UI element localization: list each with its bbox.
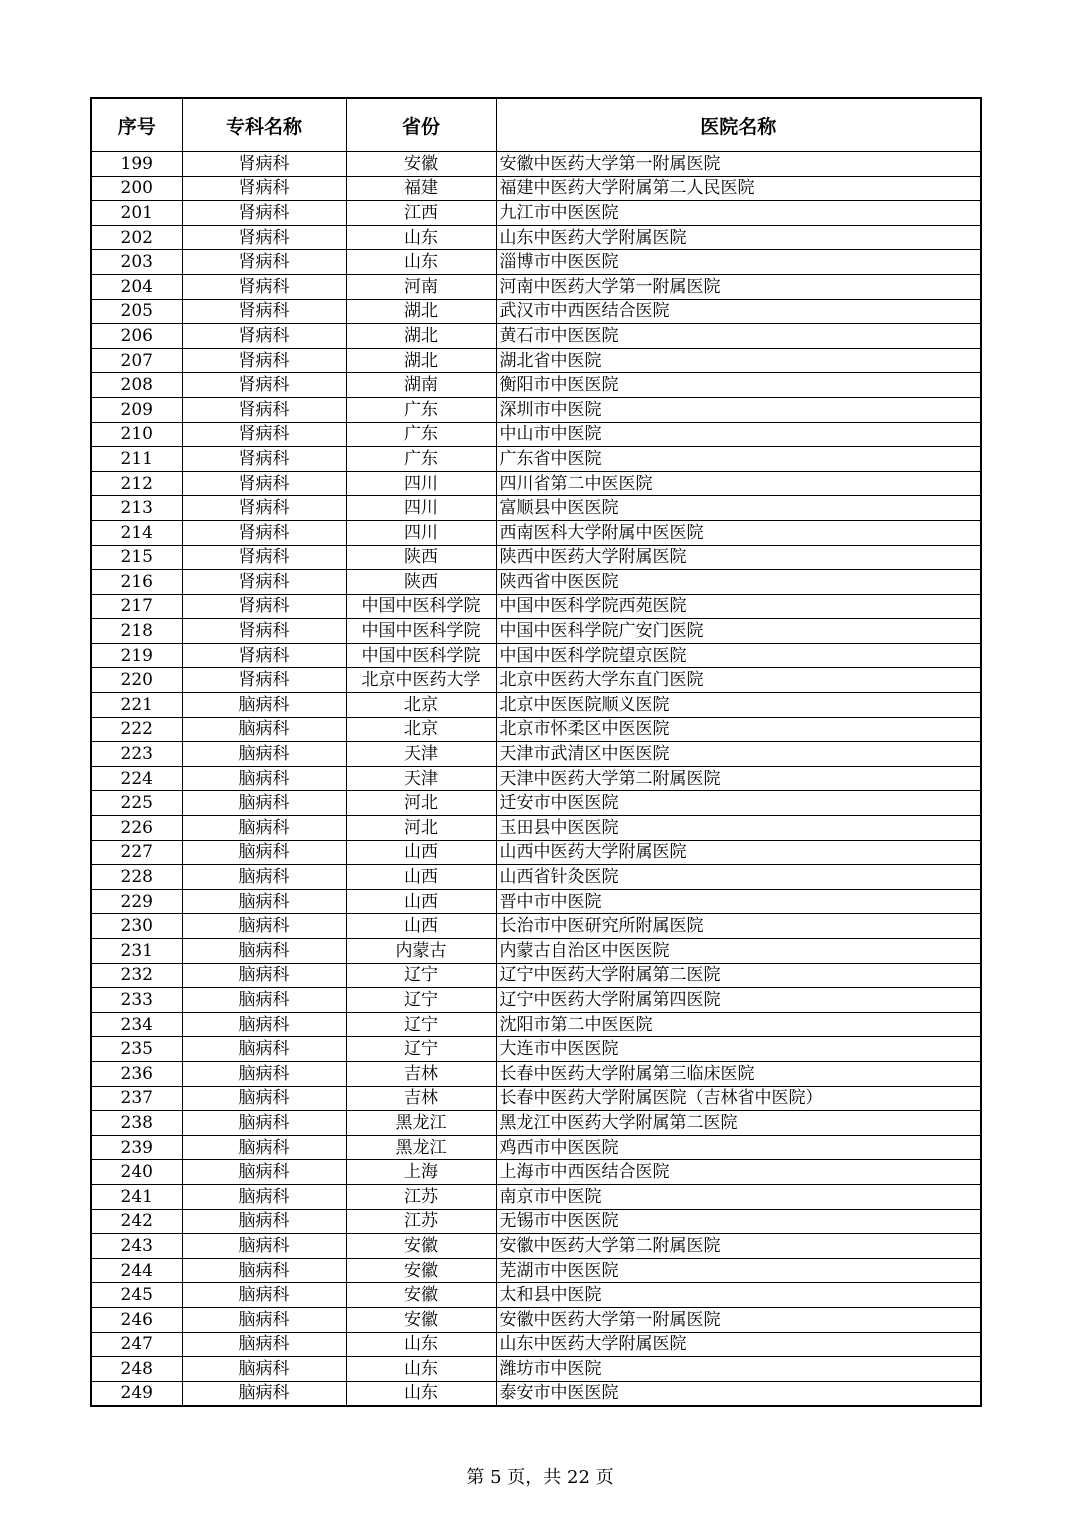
province-cell: 天津 bbox=[346, 766, 496, 791]
serial-number-cell: 199 bbox=[91, 152, 182, 177]
specialty-cell: 脑病科 bbox=[182, 1381, 346, 1406]
table-row bbox=[91, 1135, 981, 1160]
specialty-cell: 脑病科 bbox=[182, 1258, 346, 1283]
table-row bbox=[91, 1012, 981, 1037]
serial-number-cell: 204 bbox=[91, 274, 182, 299]
specialty-cell: 肾病科 bbox=[182, 152, 346, 177]
serial-number-cell: 200 bbox=[91, 176, 182, 201]
province-cell: 黑龙江 bbox=[346, 1111, 496, 1136]
specialty-cell: 肾病科 bbox=[182, 594, 346, 619]
province-cell: 广东 bbox=[346, 447, 496, 472]
table-row bbox=[91, 1332, 981, 1357]
serial-number-cell: 241 bbox=[91, 1184, 182, 1209]
table-row bbox=[91, 1061, 981, 1086]
hospital-name-cell: 陕西省中医医院 bbox=[496, 570, 981, 595]
serial-number-cell: 219 bbox=[91, 643, 182, 668]
table-row bbox=[91, 889, 981, 914]
specialty-cell: 肾病科 bbox=[182, 570, 346, 595]
hospital-name-cell: 河南中医药大学第一附属医院 bbox=[496, 274, 981, 299]
page-footer: 第 5 页，共 22 页 bbox=[466, 1467, 614, 1488]
table-row bbox=[91, 570, 981, 595]
table-row bbox=[91, 422, 981, 447]
table-row bbox=[91, 250, 981, 275]
serial-number-cell: 249 bbox=[91, 1381, 182, 1406]
province-cell: 湖北 bbox=[346, 299, 496, 324]
province-cell: 福建 bbox=[346, 176, 496, 201]
hospital-name-cell: 衡阳市中医医院 bbox=[496, 373, 981, 398]
hospital-name-cell: 西南医科大学附属中医医院 bbox=[496, 520, 981, 545]
province-cell: 中国中医科学院 bbox=[346, 619, 496, 644]
hospital-name-cell: 中国中医科学院望京医院 bbox=[496, 643, 981, 668]
table-row bbox=[91, 447, 981, 472]
province-cell: 山西 bbox=[346, 865, 496, 890]
hospital-name-cell: 中国中医科学院广安门医院 bbox=[496, 619, 981, 644]
province-cell: 黑龙江 bbox=[346, 1135, 496, 1160]
hospital-name-cell: 北京中医医院顺义医院 bbox=[496, 693, 981, 718]
table-row bbox=[91, 1258, 981, 1283]
serial-number-cell: 240 bbox=[91, 1160, 182, 1185]
province-cell: 山东 bbox=[346, 225, 496, 250]
hospital-name-cell: 广东省中医院 bbox=[496, 447, 981, 472]
specialty-cell: 脑病科 bbox=[182, 1012, 346, 1037]
province-cell: 山西 bbox=[346, 840, 496, 865]
province-cell: 四川 bbox=[346, 520, 496, 545]
table-row bbox=[91, 717, 981, 742]
table-row bbox=[91, 373, 981, 398]
table-row bbox=[91, 742, 981, 767]
specialty-cell: 脑病科 bbox=[182, 1184, 346, 1209]
specialty-cell: 肾病科 bbox=[182, 201, 346, 226]
serial-number-cell: 205 bbox=[91, 299, 182, 324]
table-row bbox=[91, 693, 981, 718]
serial-number-cell: 227 bbox=[91, 840, 182, 865]
specialty-cell: 脑病科 bbox=[182, 1357, 346, 1382]
hospital-name-cell: 泰安市中医医院 bbox=[496, 1381, 981, 1406]
province-cell: 辽宁 bbox=[346, 988, 496, 1013]
province-cell: 山东 bbox=[346, 250, 496, 275]
serial-number-cell: 231 bbox=[91, 939, 182, 964]
hospital-name-cell: 北京市怀柔区中医医院 bbox=[496, 717, 981, 742]
specialty-cell: 脑病科 bbox=[182, 840, 346, 865]
specialty-cell: 肾病科 bbox=[182, 496, 346, 521]
specialty-cell: 肾病科 bbox=[182, 447, 346, 472]
serial-number-cell: 235 bbox=[91, 1037, 182, 1062]
hospital-name-cell: 大连市中医医院 bbox=[496, 1037, 981, 1062]
hospital-name-cell: 北京中医药大学东直门医院 bbox=[496, 668, 981, 693]
serial-number-cell: 217 bbox=[91, 594, 182, 619]
hospital-name-cell: 山西省针灸医院 bbox=[496, 865, 981, 890]
serial-number-cell: 242 bbox=[91, 1209, 182, 1234]
specialty-cell: 脑病科 bbox=[182, 693, 346, 718]
hospital-name-cell: 长春中医药大学附属医院（吉林省中医院） bbox=[496, 1086, 981, 1111]
table-row bbox=[91, 1283, 981, 1308]
specialty-cell: 肾病科 bbox=[182, 397, 346, 422]
specialty-cell: 肾病科 bbox=[182, 619, 346, 644]
serial-number-cell: 221 bbox=[91, 693, 182, 718]
table-row bbox=[91, 914, 981, 939]
hospital-name-cell: 晋中市中医院 bbox=[496, 889, 981, 914]
serial-number-cell: 230 bbox=[91, 914, 182, 939]
header-province: 省份 bbox=[346, 98, 496, 152]
province-cell: 山西 bbox=[346, 889, 496, 914]
hospital-name-cell: 天津市武清区中医医院 bbox=[496, 742, 981, 767]
specialty-cell: 脑病科 bbox=[182, 1209, 346, 1234]
specialty-cell: 脑病科 bbox=[182, 742, 346, 767]
specialty-cell: 肾病科 bbox=[182, 348, 346, 373]
hospital-list-table bbox=[90, 97, 982, 1407]
province-cell: 河南 bbox=[346, 274, 496, 299]
province-cell: 四川 bbox=[346, 471, 496, 496]
table-row bbox=[91, 324, 981, 349]
serial-number-cell: 236 bbox=[91, 1061, 182, 1086]
province-cell: 安徽 bbox=[346, 1283, 496, 1308]
serial-number-cell: 222 bbox=[91, 717, 182, 742]
serial-number-cell: 202 bbox=[91, 225, 182, 250]
hospital-name-cell: 辽宁中医药大学附属第二医院 bbox=[496, 963, 981, 988]
specialty-cell: 脑病科 bbox=[182, 1135, 346, 1160]
specialty-cell: 脑病科 bbox=[182, 1234, 346, 1259]
table-row bbox=[91, 1160, 981, 1185]
province-cell: 北京 bbox=[346, 693, 496, 718]
specialty-cell: 脑病科 bbox=[182, 766, 346, 791]
table-row bbox=[91, 939, 981, 964]
serial-number-cell: 247 bbox=[91, 1332, 182, 1357]
province-cell: 广东 bbox=[346, 397, 496, 422]
table-row bbox=[91, 348, 981, 373]
hospital-name-cell: 九江市中医医院 bbox=[496, 201, 981, 226]
hospital-name-cell: 四川省第二中医医院 bbox=[496, 471, 981, 496]
hospital-name-cell: 沈阳市第二中医医院 bbox=[496, 1012, 981, 1037]
hospital-name-cell: 玉田县中医医院 bbox=[496, 816, 981, 841]
specialty-cell: 脑病科 bbox=[182, 1086, 346, 1111]
province-cell: 湖北 bbox=[346, 348, 496, 373]
province-cell: 辽宁 bbox=[346, 963, 496, 988]
specialty-cell: 脑病科 bbox=[182, 791, 346, 816]
table-row bbox=[91, 225, 981, 250]
hospital-name-cell: 长春中医药大学附属第三临床医院 bbox=[496, 1061, 981, 1086]
table-row bbox=[91, 1111, 981, 1136]
serial-number-cell: 214 bbox=[91, 520, 182, 545]
table-row bbox=[91, 299, 981, 324]
specialty-cell: 肾病科 bbox=[182, 299, 346, 324]
table-row bbox=[91, 1184, 981, 1209]
hospital-name-cell: 中国中医科学院西苑医院 bbox=[496, 594, 981, 619]
table-row bbox=[91, 1086, 981, 1111]
hospital-name-cell: 太和县中医院 bbox=[496, 1283, 981, 1308]
table-row bbox=[91, 1209, 981, 1234]
hospital-name-cell: 山西中医药大学附属医院 bbox=[496, 840, 981, 865]
province-cell: 陕西 bbox=[346, 545, 496, 570]
serial-number-cell: 216 bbox=[91, 570, 182, 595]
header-specialty-name: 专科名称 bbox=[182, 98, 346, 152]
table-row bbox=[91, 865, 981, 890]
serial-number-cell: 234 bbox=[91, 1012, 182, 1037]
hospital-name-cell: 内蒙古自治区中医医院 bbox=[496, 939, 981, 964]
hospital-name-cell: 迁安市中医医院 bbox=[496, 791, 981, 816]
serial-number-cell: 206 bbox=[91, 324, 182, 349]
specialty-cell: 脑病科 bbox=[182, 865, 346, 890]
province-cell: 安徽 bbox=[346, 1234, 496, 1259]
serial-number-cell: 228 bbox=[91, 865, 182, 890]
table-row bbox=[91, 176, 981, 201]
specialty-cell: 脑病科 bbox=[182, 1332, 346, 1357]
specialty-cell: 脑病科 bbox=[182, 1283, 346, 1308]
table-row bbox=[91, 791, 981, 816]
serial-number-cell: 207 bbox=[91, 348, 182, 373]
table-row bbox=[91, 397, 981, 422]
table-body bbox=[91, 152, 981, 1407]
province-cell: 内蒙古 bbox=[346, 939, 496, 964]
province-cell: 安徽 bbox=[346, 1258, 496, 1283]
serial-number-cell: 220 bbox=[91, 668, 182, 693]
table-row bbox=[91, 545, 981, 570]
specialty-cell: 肾病科 bbox=[182, 225, 346, 250]
table-row bbox=[91, 1037, 981, 1062]
specialty-cell: 肾病科 bbox=[182, 471, 346, 496]
province-cell: 山东 bbox=[346, 1332, 496, 1357]
specialty-cell: 脑病科 bbox=[182, 889, 346, 914]
table-row bbox=[91, 988, 981, 1013]
serial-number-cell: 243 bbox=[91, 1234, 182, 1259]
hospital-name-cell: 陕西中医药大学附属医院 bbox=[496, 545, 981, 570]
table-row bbox=[91, 963, 981, 988]
serial-number-cell: 245 bbox=[91, 1283, 182, 1308]
table-row bbox=[91, 1234, 981, 1259]
table-row bbox=[91, 594, 981, 619]
serial-number-cell: 225 bbox=[91, 791, 182, 816]
serial-number-cell: 226 bbox=[91, 816, 182, 841]
specialty-cell: 肾病科 bbox=[182, 176, 346, 201]
serial-number-cell: 246 bbox=[91, 1307, 182, 1332]
hospital-name-cell: 安徽中医药大学第一附属医院 bbox=[496, 152, 981, 177]
specialty-cell: 脑病科 bbox=[182, 963, 346, 988]
hospital-name-cell: 上海市中西医结合医院 bbox=[496, 1160, 981, 1185]
province-cell: 江苏 bbox=[346, 1209, 496, 1234]
serial-number-cell: 224 bbox=[91, 766, 182, 791]
specialty-cell: 肾病科 bbox=[182, 520, 346, 545]
province-cell: 辽宁 bbox=[346, 1012, 496, 1037]
hospital-name-cell: 武汉市中西医结合医院 bbox=[496, 299, 981, 324]
specialty-cell: 脑病科 bbox=[182, 1160, 346, 1185]
province-cell: 河北 bbox=[346, 816, 496, 841]
serial-number-cell: 233 bbox=[91, 988, 182, 1013]
hospital-name-cell: 黄石市中医医院 bbox=[496, 324, 981, 349]
specialty-cell: 脑病科 bbox=[182, 717, 346, 742]
table-row bbox=[91, 520, 981, 545]
table-row bbox=[91, 766, 981, 791]
hospital-name-cell: 鸡西市中医医院 bbox=[496, 1135, 981, 1160]
specialty-cell: 肾病科 bbox=[182, 668, 346, 693]
serial-number-cell: 201 bbox=[91, 201, 182, 226]
hospital-name-cell: 无锡市中医医院 bbox=[496, 1209, 981, 1234]
serial-number-cell: 213 bbox=[91, 496, 182, 521]
serial-number-cell: 237 bbox=[91, 1086, 182, 1111]
hospital-name-cell: 富顺县中医医院 bbox=[496, 496, 981, 521]
province-cell: 中国中医科学院 bbox=[346, 643, 496, 668]
serial-number-cell: 229 bbox=[91, 889, 182, 914]
table-row bbox=[91, 496, 981, 521]
province-cell: 北京中医药大学 bbox=[346, 668, 496, 693]
hospital-name-cell: 南京市中医院 bbox=[496, 1184, 981, 1209]
province-cell: 中国中医科学院 bbox=[346, 594, 496, 619]
hospital-name-cell: 中山市中医院 bbox=[496, 422, 981, 447]
serial-number-cell: 208 bbox=[91, 373, 182, 398]
specialty-cell: 脑病科 bbox=[182, 1111, 346, 1136]
province-cell: 辽宁 bbox=[346, 1037, 496, 1062]
table-row bbox=[91, 201, 981, 226]
table-row bbox=[91, 643, 981, 668]
province-cell: 吉林 bbox=[346, 1086, 496, 1111]
specialty-cell: 脑病科 bbox=[182, 939, 346, 964]
hospital-name-cell: 安徽中医药大学第一附属医院 bbox=[496, 1307, 981, 1332]
hospital-list-table-container bbox=[90, 97, 980, 1407]
hospital-name-cell: 长治市中医研究所附属医院 bbox=[496, 914, 981, 939]
header-serial-number: 序号 bbox=[91, 98, 182, 152]
table-row bbox=[91, 668, 981, 693]
province-cell: 北京 bbox=[346, 717, 496, 742]
table-row bbox=[91, 816, 981, 841]
province-cell: 山东 bbox=[346, 1357, 496, 1382]
serial-number-cell: 239 bbox=[91, 1135, 182, 1160]
specialty-cell: 脑病科 bbox=[182, 914, 346, 939]
hospital-name-cell: 淄博市中医医院 bbox=[496, 250, 981, 275]
province-cell: 湖南 bbox=[346, 373, 496, 398]
province-cell: 四川 bbox=[346, 496, 496, 521]
table-row bbox=[91, 1357, 981, 1382]
specialty-cell: 肾病科 bbox=[182, 324, 346, 349]
hospital-name-cell: 湖北省中医院 bbox=[496, 348, 981, 373]
province-cell: 湖北 bbox=[346, 324, 496, 349]
serial-number-cell: 244 bbox=[91, 1258, 182, 1283]
serial-number-cell: 232 bbox=[91, 963, 182, 988]
table-row bbox=[91, 1307, 981, 1332]
hospital-name-cell: 山东中医药大学附属医院 bbox=[496, 225, 981, 250]
hospital-name-cell: 辽宁中医药大学附属第四医院 bbox=[496, 988, 981, 1013]
table-row bbox=[91, 1381, 981, 1406]
specialty-cell: 脑病科 bbox=[182, 1037, 346, 1062]
specialty-cell: 肾病科 bbox=[182, 422, 346, 447]
serial-number-cell: 210 bbox=[91, 422, 182, 447]
hospital-name-cell: 安徽中医药大学第二附属医院 bbox=[496, 1234, 981, 1259]
province-cell: 安徽 bbox=[346, 152, 496, 177]
province-cell: 天津 bbox=[346, 742, 496, 767]
hospital-name-cell: 山东中医药大学附属医院 bbox=[496, 1332, 981, 1357]
specialty-cell: 脑病科 bbox=[182, 988, 346, 1013]
province-cell: 河北 bbox=[346, 791, 496, 816]
province-cell: 山东 bbox=[346, 1381, 496, 1406]
table-header-row bbox=[91, 98, 981, 152]
specialty-cell: 肾病科 bbox=[182, 274, 346, 299]
serial-number-cell: 215 bbox=[91, 545, 182, 570]
specialty-cell: 肾病科 bbox=[182, 373, 346, 398]
table-row bbox=[91, 619, 981, 644]
header-hospital-name: 医院名称 bbox=[496, 98, 981, 152]
province-cell: 江西 bbox=[346, 201, 496, 226]
serial-number-cell: 203 bbox=[91, 250, 182, 275]
hospital-name-cell: 潍坊市中医院 bbox=[496, 1357, 981, 1382]
specialty-cell: 脑病科 bbox=[182, 816, 346, 841]
hospital-name-cell: 深圳市中医院 bbox=[496, 397, 981, 422]
table-row bbox=[91, 840, 981, 865]
serial-number-cell: 209 bbox=[91, 397, 182, 422]
table-row bbox=[91, 274, 981, 299]
specialty-cell: 肾病科 bbox=[182, 250, 346, 275]
province-cell: 吉林 bbox=[346, 1061, 496, 1086]
province-cell: 上海 bbox=[346, 1160, 496, 1185]
province-cell: 山西 bbox=[346, 914, 496, 939]
serial-number-cell: 218 bbox=[91, 619, 182, 644]
serial-number-cell: 238 bbox=[91, 1111, 182, 1136]
table-row bbox=[91, 152, 981, 177]
specialty-cell: 肾病科 bbox=[182, 545, 346, 570]
province-cell: 陕西 bbox=[346, 570, 496, 595]
hospital-name-cell: 福建中医药大学附属第二人民医院 bbox=[496, 176, 981, 201]
province-cell: 安徽 bbox=[346, 1307, 496, 1332]
province-cell: 江苏 bbox=[346, 1184, 496, 1209]
hospital-name-cell: 天津中医药大学第二附属医院 bbox=[496, 766, 981, 791]
specialty-cell: 肾病科 bbox=[182, 643, 346, 668]
specialty-cell: 脑病科 bbox=[182, 1061, 346, 1086]
hospital-name-cell: 黑龙江中医药大学附属第二医院 bbox=[496, 1111, 981, 1136]
province-cell: 广东 bbox=[346, 422, 496, 447]
serial-number-cell: 211 bbox=[91, 447, 182, 472]
specialty-cell: 脑病科 bbox=[182, 1307, 346, 1332]
serial-number-cell: 223 bbox=[91, 742, 182, 767]
serial-number-cell: 248 bbox=[91, 1357, 182, 1382]
serial-number-cell: 212 bbox=[91, 471, 182, 496]
table-row bbox=[91, 471, 981, 496]
hospital-name-cell: 芜湖市中医医院 bbox=[496, 1258, 981, 1283]
